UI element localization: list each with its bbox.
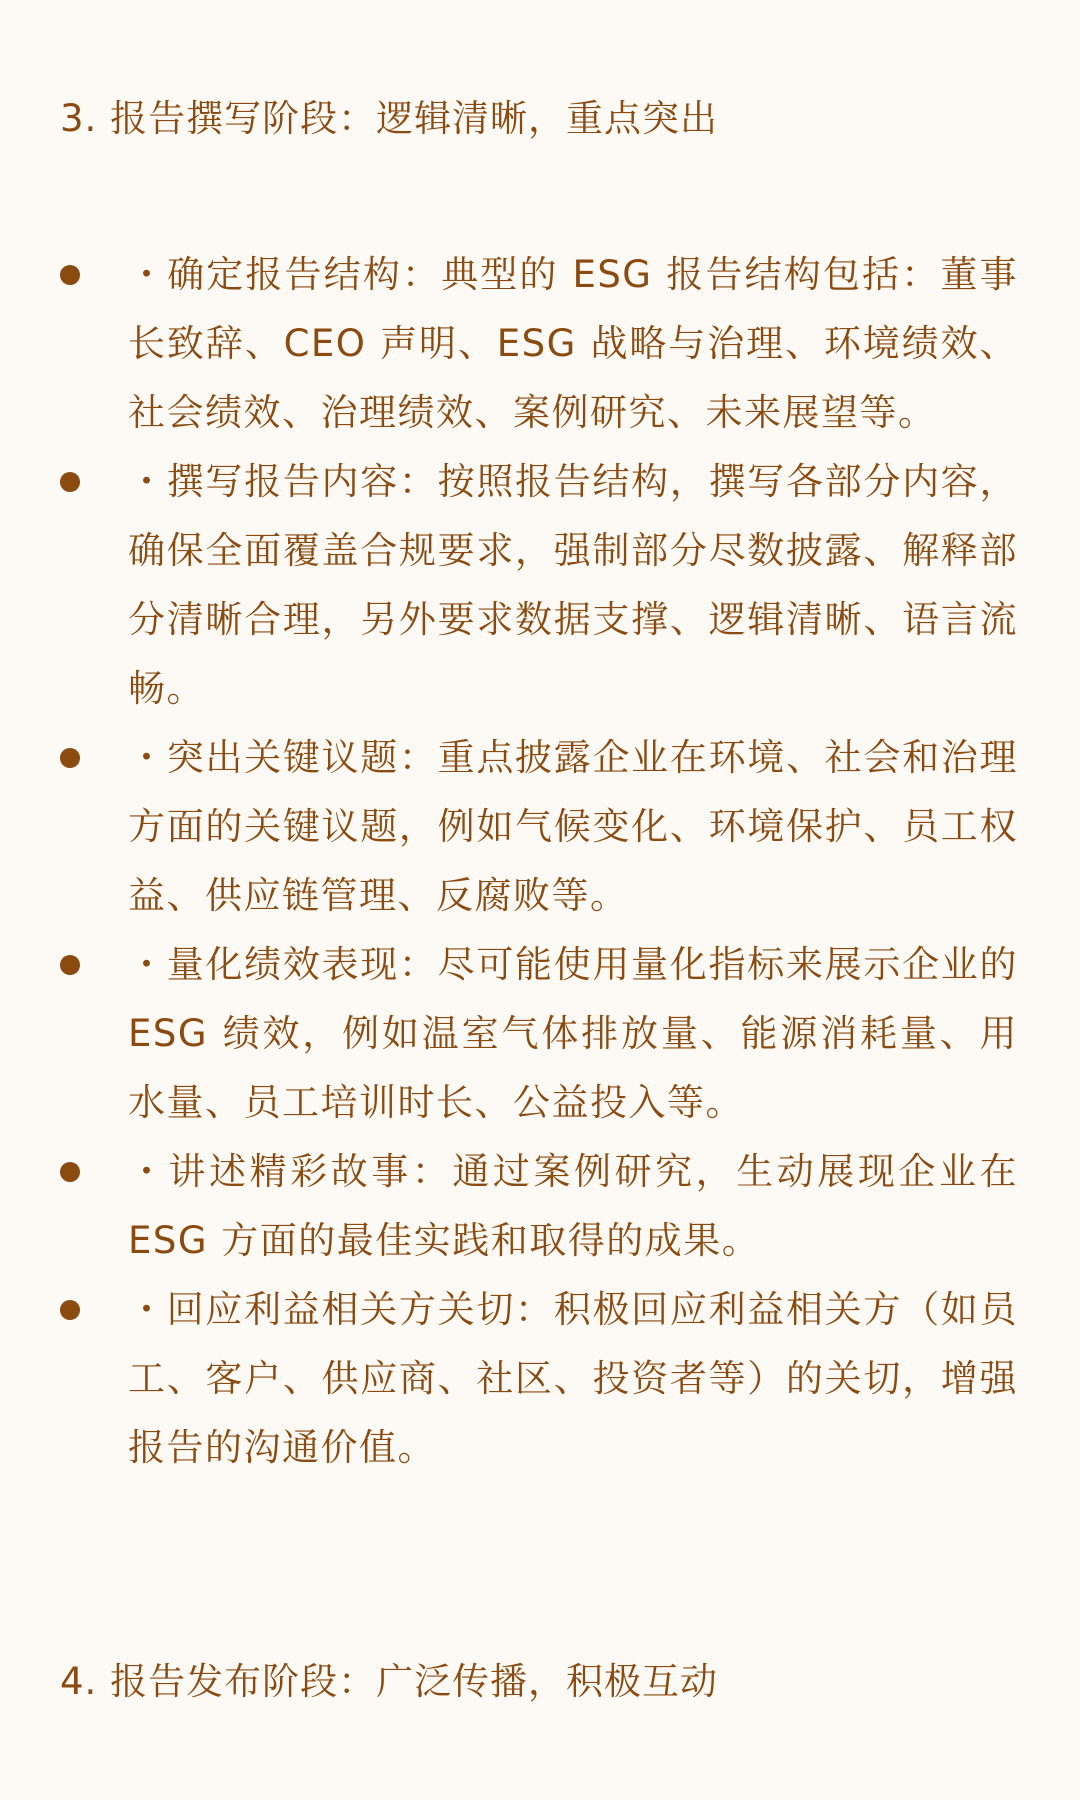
bullet-dot-icon [60,955,80,975]
list-item-text: ・突出关键议题：重点披露企业在环境、社会和治理方面的关键议题，例如气候变化、环境保护、员工权益、供应链管理、反腐败等。 [128,736,1018,917]
list-item-text: ・撰写报告内容：按照报告结构，撰写各部分内容，确保全面覆盖合规要求，强制部分尽数披露、解释部分清晰合理，另外要求数据支撑、逻辑清晰、语言流畅。 [128,460,1018,710]
list-item [0,930,1018,1137]
list-item-text: ・量化绩效表现：尽可能使用量化指标来展示企业的 ESG 绩效，例如温室气体排放量、能源消耗量、用水量、员工培训时长、公益投入等。 [128,943,1018,1124]
list-item [0,1137,1018,1275]
list-item-text: ・回应利益相关方关切：积极回应利益相关方（如员工、客户、供应商、社区、投资者等）的关切，增强报告的沟通价值。 [128,1288,1018,1469]
bullet-dot-icon [60,1162,80,1182]
list-item [0,723,1018,930]
list-item-text: ・确定报告结构：典型的 ESG 报告结构包括：董事长致辞、CEO 声明、ESG 战略与治理、环境绩效、社会绩效、治理绩效、案例研究、未来展望等。 [128,253,1018,434]
bullet-dot-icon [60,748,80,768]
bullet-dot-icon [60,265,80,285]
section-heading-3: 3. 报告撰写阶段：逻辑清晰，重点突出 [60,97,719,140]
list-item-text: ・讲述精彩故事：通过案例研究，生动展现企业在 ESG 方面的最佳实践和取得的成果。 [128,1150,1018,1262]
list-item [0,1275,1018,1482]
bullet-dot-icon [60,472,80,492]
section-heading-4: 4. 报告发布阶段：广泛传播，积极互动 [60,1660,719,1703]
bullet-list [0,240,1080,1482]
bullet-dot-icon [60,1300,80,1320]
list-item [0,447,1018,723]
list-item [0,240,1018,447]
